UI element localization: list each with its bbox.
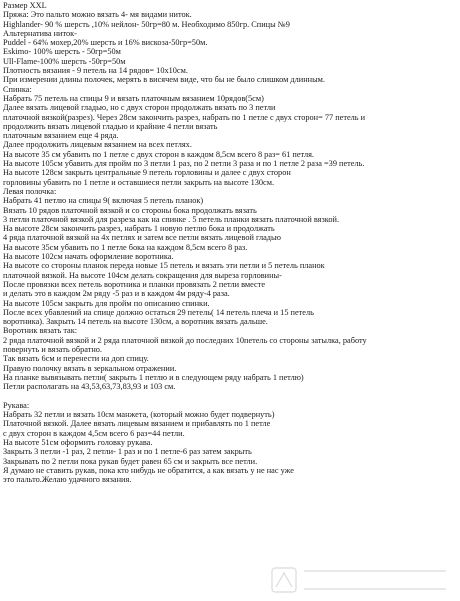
text-line: На высоте 35см убавить по 1 петле бока на каждом 8,5см всего 8 раз. <box>3 242 248 252</box>
text-line: На высоте 105см убавить для пройм по 3 петли 1 раз, по 2 петли 3 раза и по 1 петле 2 раза =39 петель. <box>3 159 365 169</box>
text-line: Highlander- 90 % шерсть ,10% нейлон- 50гр=80 м. Необходимо 850гр. Спицы №9 <box>3 19 290 29</box>
text-line: Так вязать 6см и перенести на доп спицу. <box>3 354 149 364</box>
text-line: повернуть и вязать обратно. <box>3 344 103 354</box>
text-line: Правую полочку вязать в зеркальном отражении. <box>3 363 177 373</box>
text-line: платочной вязкой. На высоте 104см делать сокращения для выреза горловины- <box>3 270 282 280</box>
text-line: Далее вязать лицевой гладью, но с двух сторон продолжать вязать по 3 петли <box>3 103 276 113</box>
text-line: Набрать 32 петли и вязать 10см манжета, (который можно будет подвернуть) <box>3 410 275 420</box>
text-line: На высоте 35 см убавить по 1 петле с двух сторон в каждом 8,5см всего 8 раз= 61 петля. <box>3 149 314 159</box>
text-line: с двух сторон в каждом 4,5см всего 6 раз=44 петли. <box>3 428 185 438</box>
text-line: это пальто.Желаю удачного вязания. <box>3 475 132 485</box>
text-line: Puddel - 64% мохер,20% шерсть и 16% вискоза-50гр=50м. <box>3 38 208 48</box>
text-line: После всех убавлений на спице должно остаться 29 петель( 14 петель плеча и 15 петель <box>3 307 314 317</box>
text-line: Петли располагать на 43,53,63,73,83,93 и 103 см. <box>3 382 176 392</box>
text-line: платочным вязанием еще 4 ряда. <box>3 131 119 141</box>
text-line: Размер XXL <box>3 1 47 10</box>
text-line: Далее продолжить лицевым вязанием на всех петлях. <box>3 140 192 150</box>
text-line: 2 ряда платочной вязкой и 2 ряда платочной вязкой до последних 10петель со стороны затылка, работу <box>3 335 367 345</box>
text-line: продолжить вязать лицевой гладью и крайние 4 петли вязать <box>3 121 218 131</box>
text-line: Воротник вязать так: <box>3 326 78 336</box>
text-line: 4 ряда платочной вязкой на 4х петлях и затем все петли вязать лицевой гладью <box>3 233 281 243</box>
text-line: Рукава: <box>3 400 30 410</box>
text-line: Закрывать по 2 петли пока рукав будет равен 65 см и закрыть все петли. <box>3 456 258 466</box>
text-line: Альтернатива ниток- <box>3 28 77 38</box>
text-line: Я думаю не ставить рукав, пока кто нибудь не обратится, а как вязать у не нас уже <box>3 465 294 475</box>
text-line: Набрать 41 петлю на спицы 9( включая 5 петель планок) <box>3 196 204 206</box>
text-line: На высоте 102см начать оформление воротника. <box>3 252 174 262</box>
text-line: Левая полочка: <box>3 186 57 196</box>
text-line: Платочной вязкой. Далее вязать лицевым вязанием и прибавлять по 1 петле <box>3 419 271 429</box>
text-line: Плотность вязания - 9 петель на 14 рядов= 10х10см. <box>3 66 188 76</box>
text-line: Пряжа: Это пальто можно вязать 4- мя видами ниток. <box>3 10 192 20</box>
text-line: На высоте со стороны планок переда новые 15 петель и вязать эти петли и 5 петель планок <box>3 261 325 271</box>
text-line: На высоте 105см закрыть для пройм по описанию спинки. <box>3 298 210 308</box>
text-line: и делать это в каждом 2м ряду -5 раз и в каждом 4м ряду-4 раза. <box>3 289 230 299</box>
text-line: На планке вывязывать петли( закрыть 1 петлю и в следующем ряду набрать 1 петлю) <box>3 372 304 382</box>
text-line: платочной вязкой(разрез). Через 28см закончить разрез, набрать по 1 петле с двух сторон= 77 петель и <box>3 112 366 122</box>
text-line: Ull-Flame-100% шерсть -50гр=50м <box>3 56 126 66</box>
text-line: При измерении длины полочек, мерять в висячем виде, что бы не было слишком длинным. <box>3 75 326 85</box>
text-line: Спинка: <box>3 84 32 94</box>
text-line: горловины убавить по 1 петле и оставшиеся петли закрыть на высоте 130см. <box>3 177 275 187</box>
text-line <box>3 391 454 400</box>
text-line: 3 петли платочной вязкой для разреза как на спинке . 5 петель планки вязать платочной вязкой. <box>3 214 340 224</box>
text-line: Eskimo- 100% шерсть - 50гр=50м <box>3 47 121 57</box>
text-line: На высоте 128см закрыть центральные 9 петель горловины и далее с двух сторон <box>3 168 291 178</box>
text-line: Вязать 10 рядов платочной вязкой и со стороны бока продолжать вязать <box>3 205 257 215</box>
text-line: После провязки всех петель воротника и планки провязать 2 петли вместе <box>3 279 266 289</box>
text-line: Набрать 75 петель на спицы 9 и вязать платочным вязанием 10рядов(5см) <box>3 93 264 103</box>
text-line: Закрыть 3 петли -1 раз, 2 петли- 1 раз и по 1 петле-6 раз затем закрыть <box>3 447 252 457</box>
text-line: воротника). Закрыть 14 петель на высоте 130см, а воротник вязать дальше. <box>3 317 268 327</box>
text-line: На высоте 51см оформить головку рукава. <box>3 437 153 447</box>
text-line: На высоте 28см закончить разрез, набрать 1 новую петлю бока и продолжать <box>3 224 275 234</box>
